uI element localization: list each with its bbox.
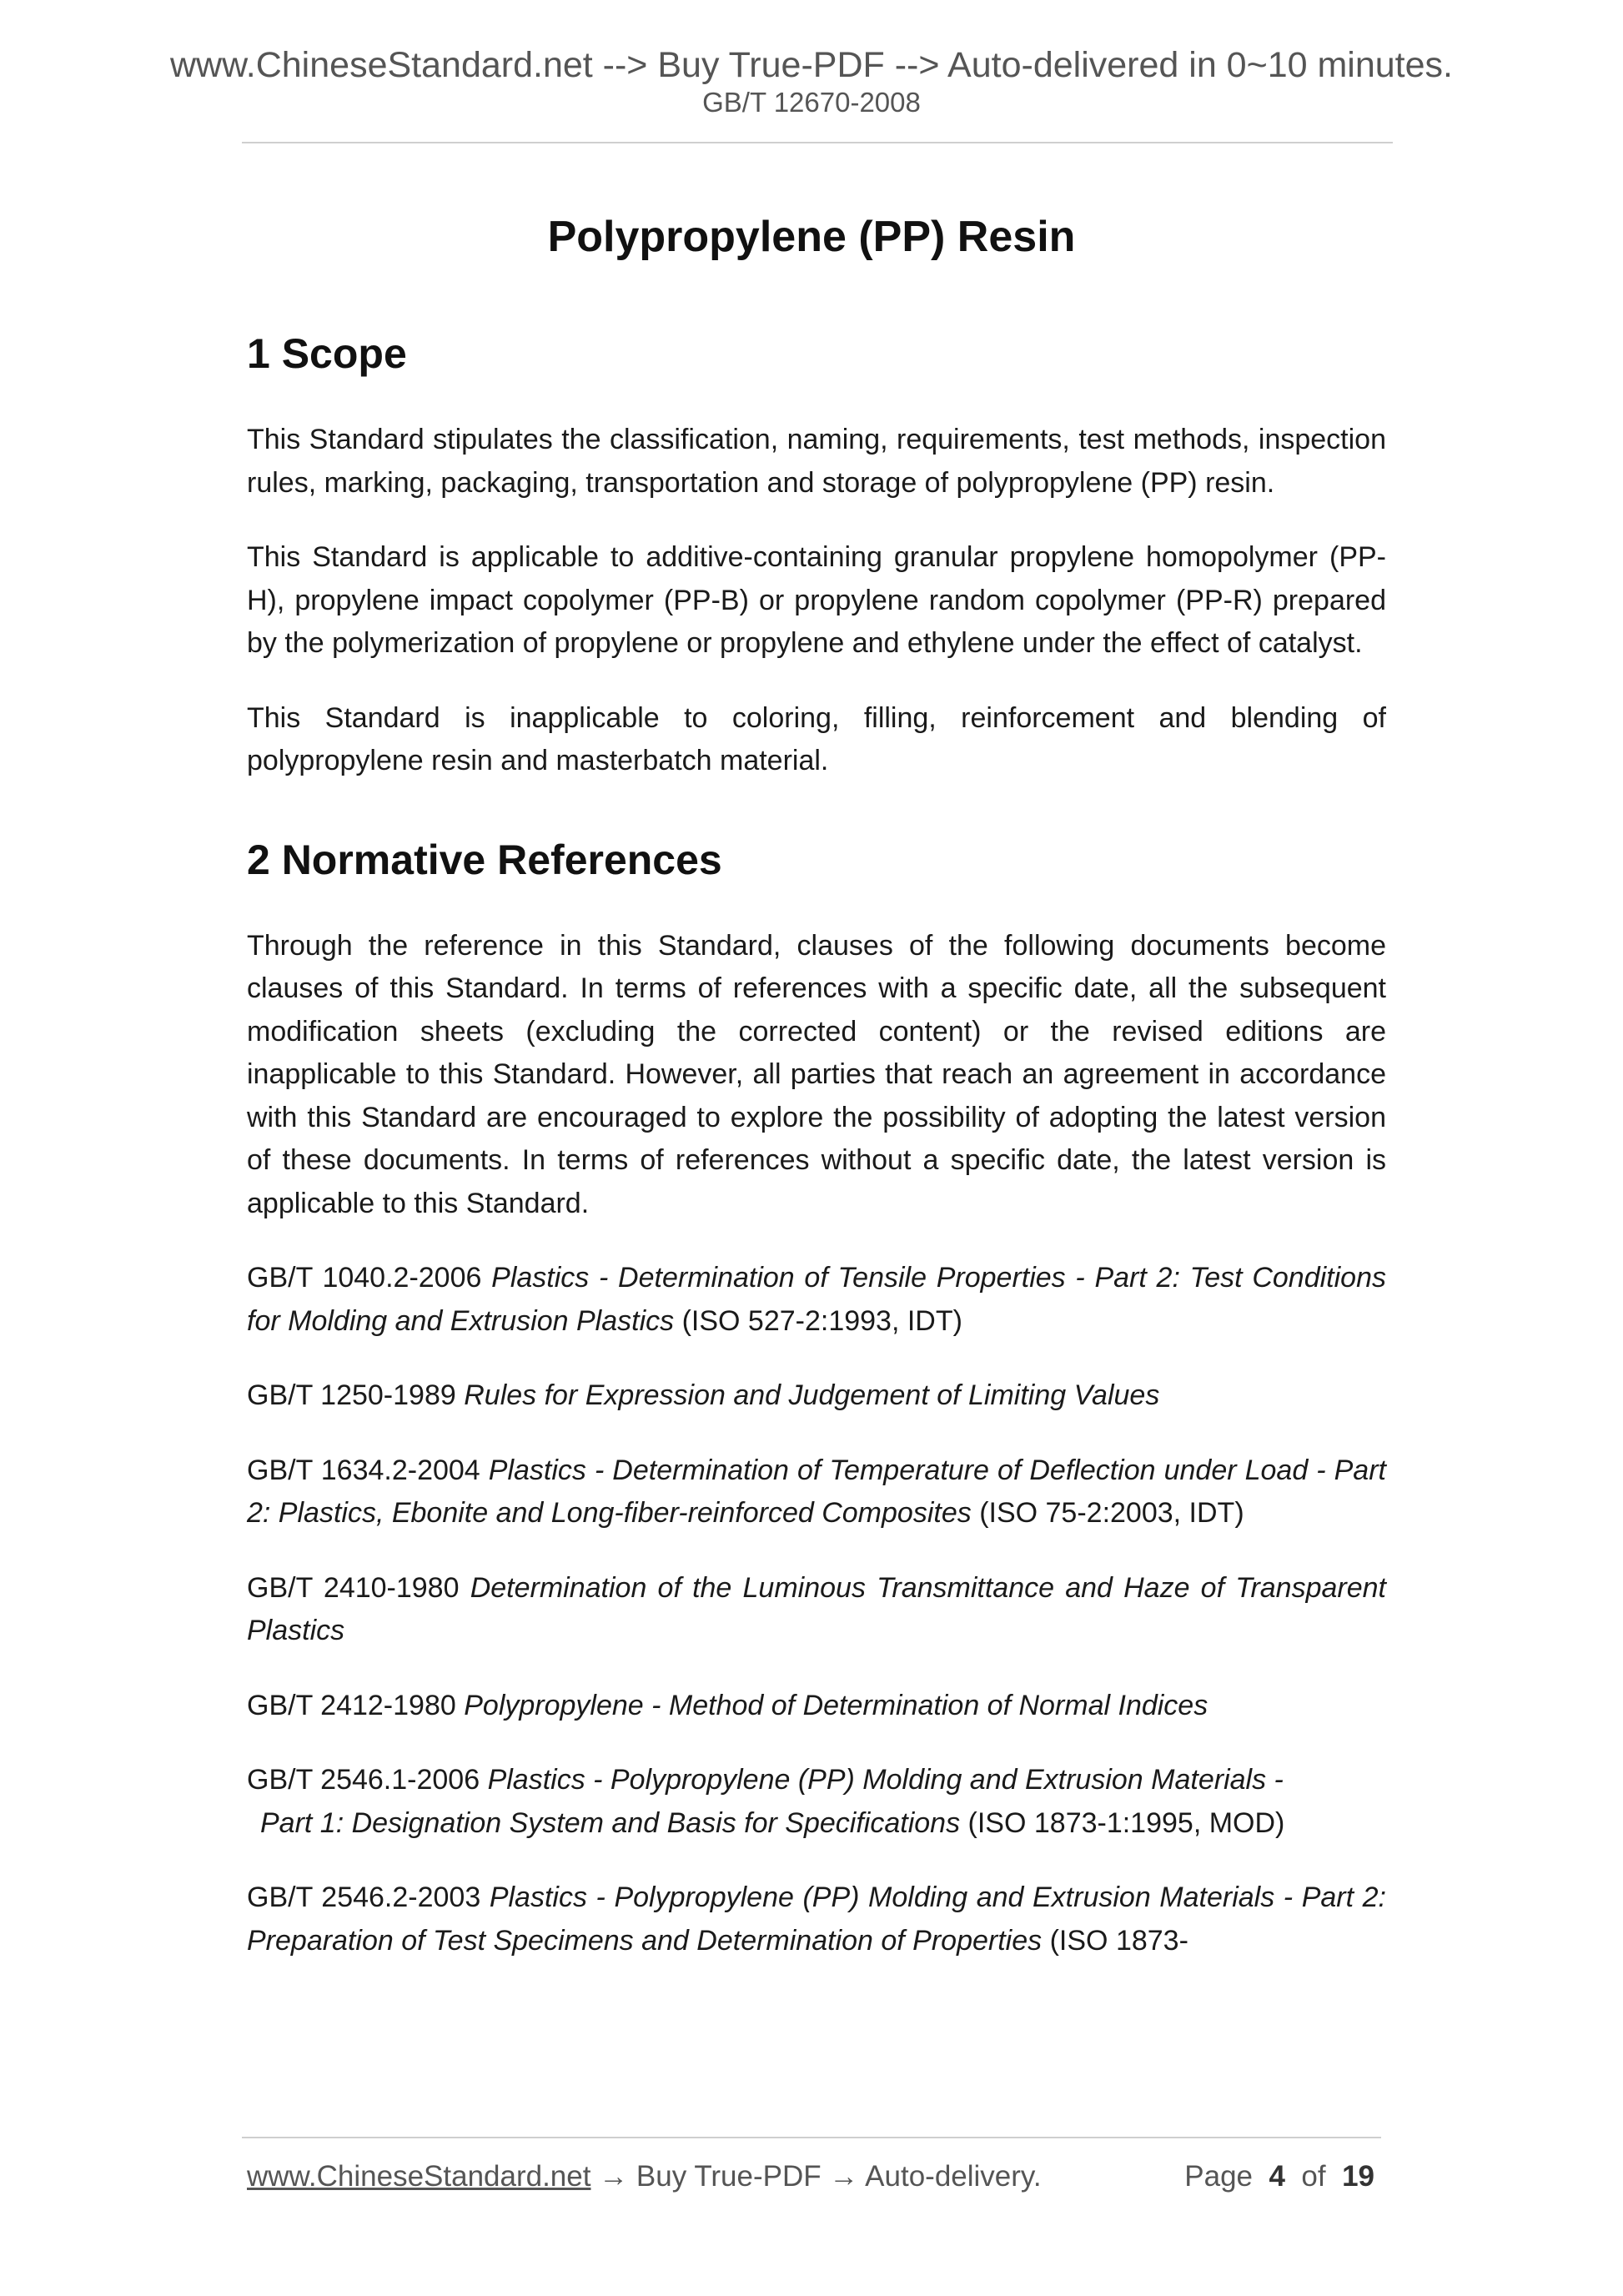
reference-title: Determination of the Luminous Transmittance and Haze of Transparent Plastics [247, 1571, 1386, 1646]
reference-suffix: (ISO 1873-1:1995, MOD) [967, 1806, 1285, 1839]
reference-code: GB/T 2546.2-2003 [247, 1882, 481, 1913]
reference-code: GB/T 1040.2-2006 [247, 1262, 482, 1294]
header-banner: www.ChineseStandard.net --> Buy True-PDF --> Auto-delivered in 0~10 minutes. [169, 45, 1453, 85]
reference-code: GB/T 2412-1980 [247, 1689, 456, 1721]
reference-item [247, 1449, 1386, 1535]
section-1-heading: 1 Scope [247, 330, 407, 377]
reference-item [247, 1567, 1386, 1653]
page-of-label: of [1301, 2160, 1326, 2193]
reference-title-line-1: Plastics - Polypropylene (PP) Molding and Extrusion Materials - [487, 1764, 1284, 1796]
scope-paragraph-3: This Standard is inapplicable to coloring, filling, reinforcement and blending of polypropylene resin and masterbatch material. [247, 701, 1386, 776]
references-intro: Through the reference in this Standard, clauses of the following documents become clauses of this Standard. In terms of references with a specific date, all the subsequent modification sheets (excluding the corrected content) or the revised editions are inapplicable to this Standard. However, all parties that reach an agreement in accordance with this Standard are encouraged to explore the possibility of adopting the latest version of these documents. In terms of references without a specific date, the latest version is applicable to this Standard. [247, 929, 1386, 1219]
header-standard-code: GB/T 12670-2008 [702, 87, 921, 118]
reference-code: GB/T 1634.2-2004 [247, 1454, 480, 1486]
reference-suffix: (ISO 1873- [1049, 1924, 1188, 1957]
reference-suffix: (ISO 75-2:2003, IDT) [979, 1497, 1244, 1529]
reference-item [247, 1374, 1386, 1418]
document-title: Polypropylene (PP) Resin [547, 213, 1076, 261]
reference-title: Plastics - Determination of Temperature of Deflection under Load - Part 2: Plastics, Ebonite and Long-fiber-reinforced Composites [247, 1454, 1386, 1529]
reference-item [247, 1876, 1386, 1962]
page-number: 4 [1269, 2160, 1285, 2193]
reference-code: GB/T 2410-1980 [247, 1571, 460, 1604]
page-label: Page [1184, 2160, 1254, 2193]
reference-title: Plastics - Polypropylene (PP) Molding and Extrusion Materials - Part 2: Preparation of Test Specimens and Determination of Properties [247, 1882, 1386, 1957]
footer-site-link[interactable]: www.ChineseStandard.net [247, 2160, 591, 2193]
reference-title-line-2: Part 1: Designation System and Basis for Specifications [260, 1806, 961, 1839]
scope-paragraph-2: This Standard is applicable to additive-containing granular propylene homopolymer (PP-H), propylene impact copolymer (PP-B) or propylene random copolymer (PP-R) prepared by the polymerization of propylene or propylene and ethylene under the effect of catalyst. [247, 541, 1386, 659]
scope-paragraph-1: This Standard stipulates the classification, naming, requirements, test methods, inspection rules, marking, packaging, transportation and storage of polypropylene (PP) resin. [247, 424, 1386, 499]
header-divider [242, 142, 1393, 143]
reference-title: Rules for Expression and Judgement of Limiting Values [464, 1379, 1160, 1411]
reference-item [247, 1685, 1386, 1728]
page-total: 19 [1342, 2160, 1374, 2193]
footer [247, 2157, 1381, 2197]
footer-tagline: → Buy True-PDF → Auto-delivery. [590, 2160, 1042, 2193]
section-2-heading: 2 Normative References [247, 836, 722, 883]
reference-item [247, 1257, 1386, 1343]
document-body [247, 327, 1386, 1994]
reference-title: Plastics - Determination of Tensile Properties - Part 2: Test Conditions for Molding and Extrusion Plastics [247, 1262, 1386, 1337]
page-indicator [1184, 2157, 1374, 2197]
footer-divider [242, 2137, 1381, 2138]
reference-code: GB/T 1250-1989 [247, 1379, 456, 1411]
footer-left [247, 2157, 1042, 2197]
reference-title: Polypropylene - Method of Determination of Normal Indices [464, 1689, 1208, 1721]
reference-suffix: (ISO 527-2:1993, IDT) [681, 1304, 962, 1337]
reference-code: GB/T 2546.1-2006 [247, 1764, 480, 1796]
reference-item [247, 1759, 1386, 1845]
